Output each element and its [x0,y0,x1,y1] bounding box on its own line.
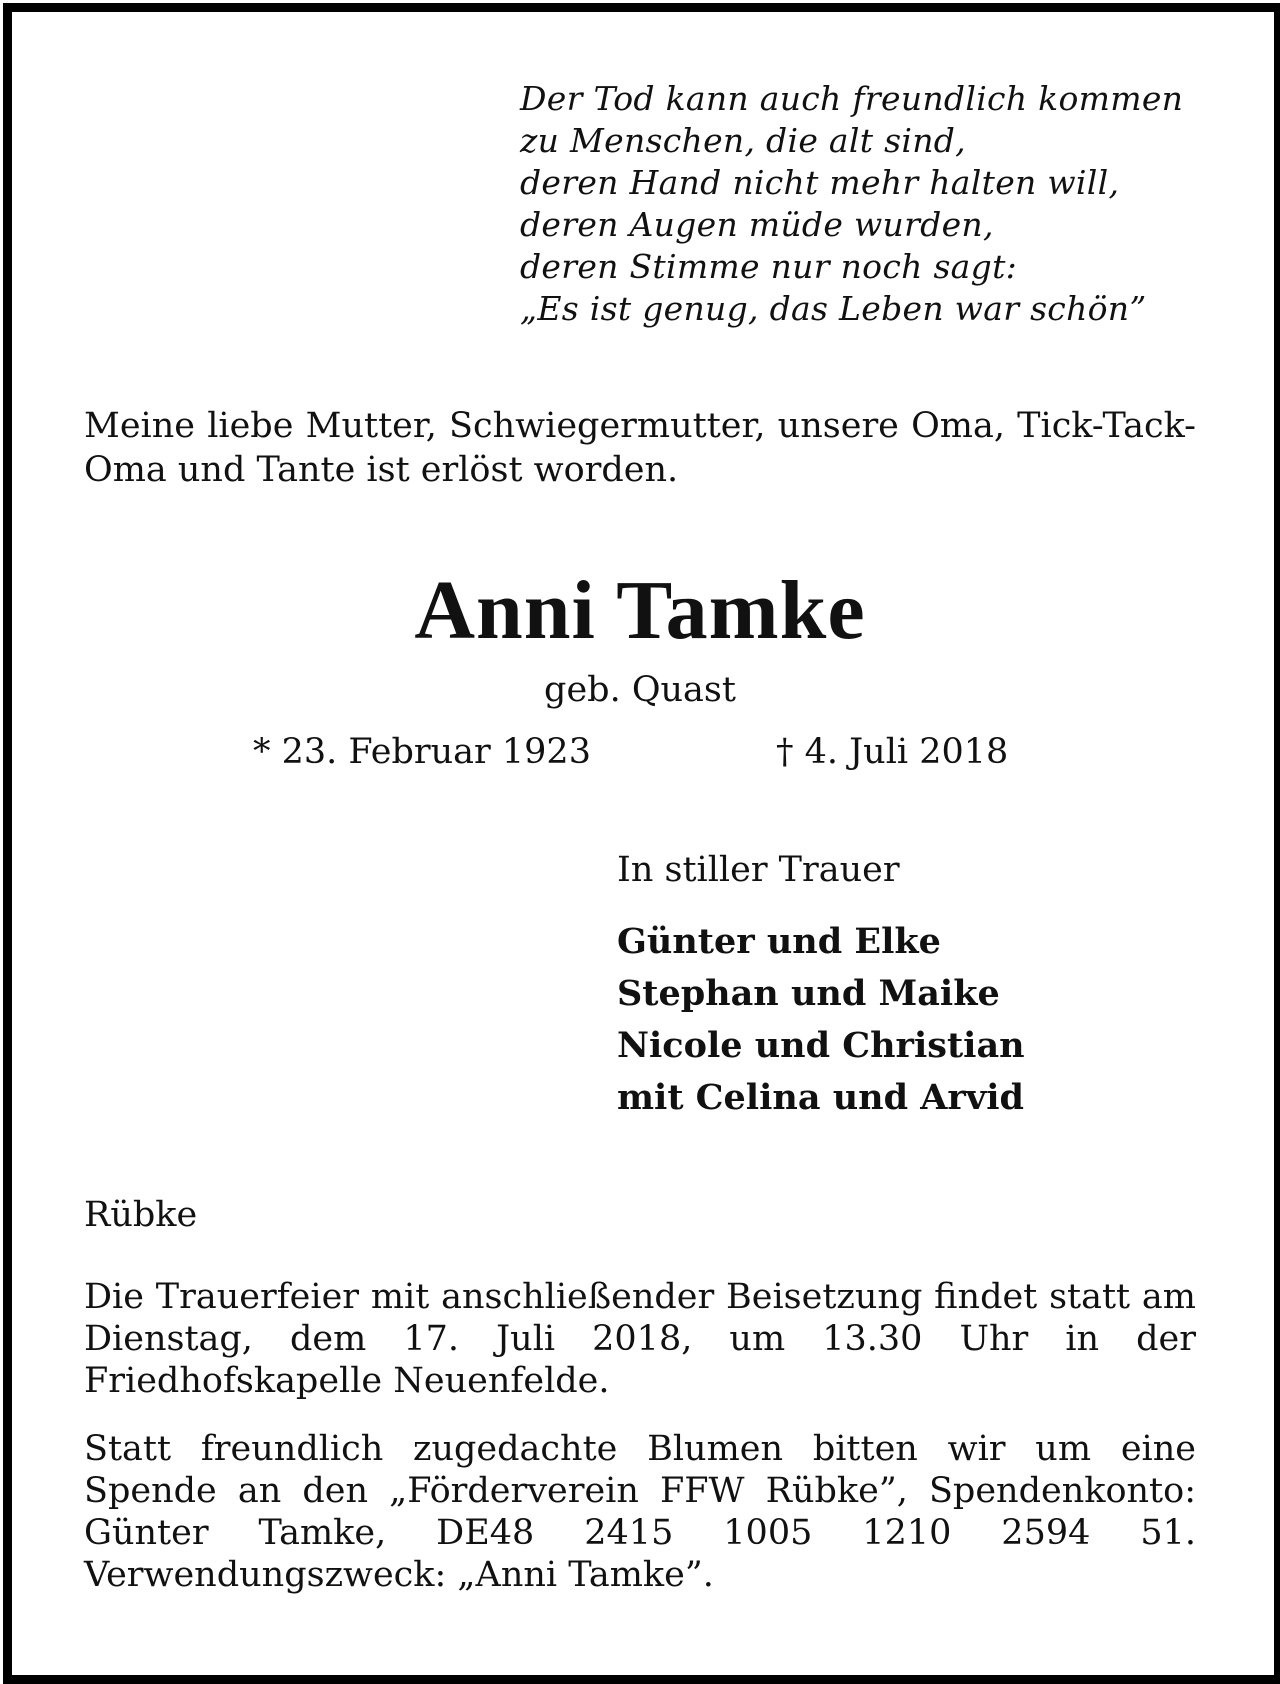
poem-line: zu Menschen, die alt sind, [520,121,966,160]
poem-line: deren Augen müde wurden, [520,205,994,244]
poem-line: „Es ist genug, das Leben war schön” [520,289,1147,328]
mourning-heading: In stiller Trauer [617,850,900,890]
place-name: Rübke [84,1195,198,1235]
mourner-names: Günter und Elke [617,921,941,962]
mourner-names: mit Celina und Arvid [617,1077,1024,1118]
intro-text: Meine liebe Mutter, Schwiegermutter, unsere Oma, Tick-Tack-Oma und Tante ist erlöst worden. [84,406,1196,490]
mourner-names: Nicole und Christian [617,1025,1025,1066]
poem [520,78,1183,330]
mourner-names: Stephan und Maike [617,973,1000,1014]
poem-line: deren Hand nicht mehr halten will, [520,163,1120,202]
ceremony-text: Die Trauerfeier mit anschließender Beisetzung findet statt am Dienstag, dem 17. Juli 2018, um 13.30 Uhr in der Friedhofskapelle Neuenfelde. [84,1277,1196,1401]
deceased-name: Anni Tamke [414,564,866,657]
poem-line: Der Tod kann auch freundlich kommen [520,79,1184,118]
mourners-list [617,916,1025,1124]
death-date: † 4. Juli 2018 [776,732,1009,772]
poem-line: deren Stimme nur noch sagt: [520,247,1018,286]
maiden-name: geb. Quast [544,670,736,710]
birth-date: * 23. Februar 1923 [253,732,591,772]
donation-text: Statt freundlich zugedachte Blumen bitten wir um eine Spende an den „Förderverein FFW Rübke”, Spendenkonto: Günter Tamke, DE48 2415 1005 1210 2594 51. Verwendungszweck: „Anni Tamke”. [84,1429,1196,1595]
